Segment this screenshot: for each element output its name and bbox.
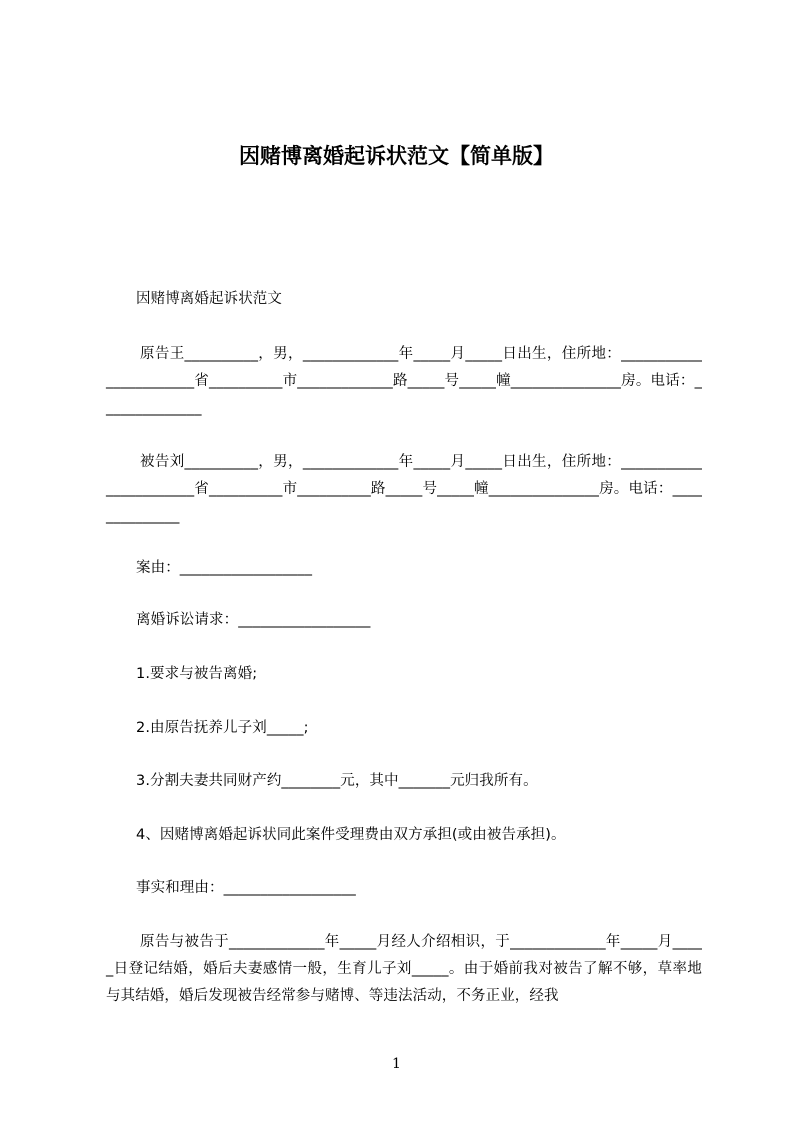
claim-item-1: 1.要求与被告离婚; — [136, 666, 258, 682]
litigation-claims-heading: 离婚诉讼请求：__________________ — [136, 612, 371, 628]
facts-paragraph: 原告与被告于_____________年_____月经人介绍相识，于_____________年_____月_____日登记结婚，婚后夫妻感情一般，生育儿子刘_____。由于婚前我对被告了解不够，草率地与其结婚，婚后发现被告经常参与赌博、等违法活动，不务正业，经我 — [106, 934, 702, 1004]
claim-item-4: 4、因赌博离婚起诉状同此案件受理费由双方承担(或由被告承担)。 — [136, 827, 566, 843]
subtitle-paragraph: 因赌博离婚起诉状范文 — [136, 291, 282, 307]
document-title: 因赌博离婚起诉状范文【简单版】 — [239, 144, 554, 168]
facts-and-reasons-heading: 事实和理由：__________________ — [136, 880, 356, 896]
page-number: 1 — [392, 1056, 401, 1072]
cause-of-action: 案由：__________________ — [136, 560, 313, 576]
claim-item-2: 2.由原告抚养儿子刘_____; — [136, 720, 309, 736]
plaintiff-info-paragraph: 原告王__________，男，_____________年_____月_____日出生，住所地：_______________________省__________市_____________路_____号_____幢_______________房。电话：______________ — [106, 346, 702, 416]
defendant-info-paragraph: 被告刘__________，男，_____________年_____月_____日出生，住所地：_______________________省__________市__________路_____号_____幢_______________房。电话：______________ — [106, 454, 702, 524]
claim-item-3: 3.分割夫妻共同财产约________元，其中_______元归我所有。 — [136, 773, 538, 789]
